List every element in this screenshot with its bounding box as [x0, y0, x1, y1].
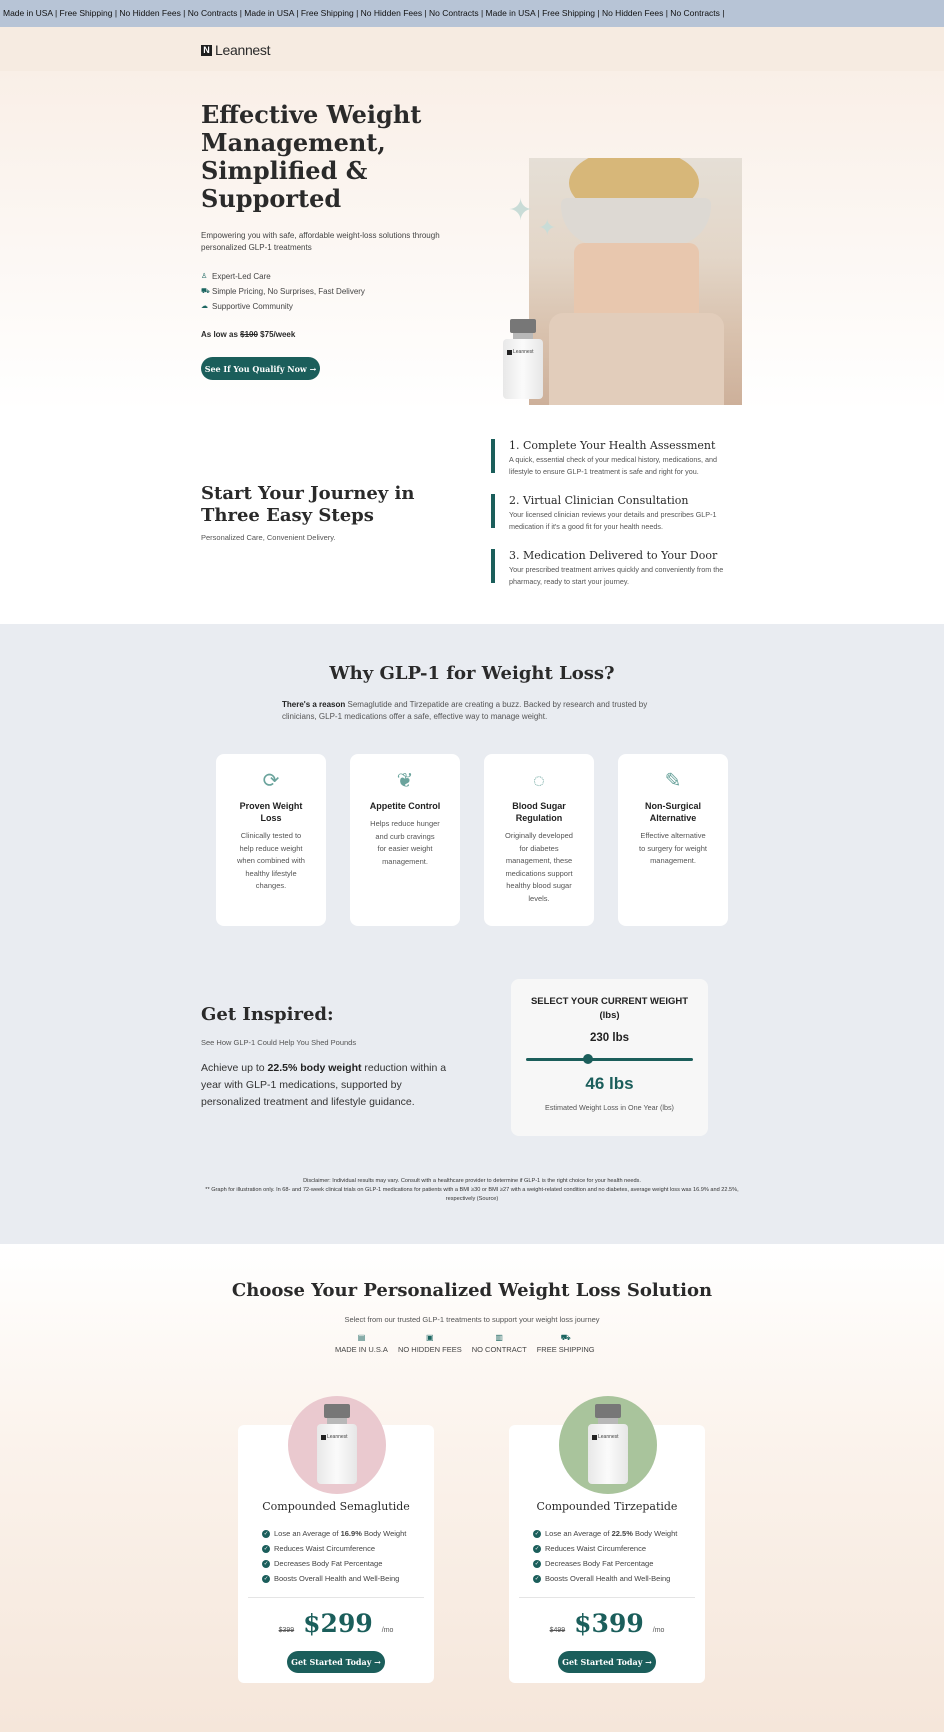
document-icon: ▥ [495, 1333, 503, 1342]
inspired-highlight: 22.5% body weight [267, 1062, 362, 1074]
hero-subtitle: Empowering you with safe, affordable weight-loss solutions through personalized GLP-1 treatments [201, 231, 440, 252]
drop-icon: ◌ [533, 770, 545, 792]
feature-item [201, 299, 365, 314]
check-icon: ✓ [534, 1530, 540, 1537]
price-old: $399 [278, 1627, 295, 1634]
estimated-loss-value: 46 lbs [585, 1074, 634, 1093]
semaglutide-vial-image [288, 1396, 386, 1494]
step-item [491, 494, 741, 531]
weight-calculator [511, 979, 708, 1136]
inspired-subtitle: See How GLP-1 Could Help You Shed Pounds [201, 1038, 357, 1047]
trust-badge [537, 1333, 595, 1354]
hero-section [0, 71, 944, 411]
vial-brand: Leannest [598, 1434, 619, 1440]
feature-text: Reduces Waist Circumference [545, 1544, 647, 1553]
feature-label: Supportive Community [212, 302, 293, 311]
badge-label: NO HIDDEN FEES [397, 1345, 462, 1354]
benefit-card [350, 754, 460, 926]
hero-price [201, 330, 295, 339]
money-icon: ▣ [426, 1333, 434, 1342]
card-desc: Helps reduce hunger and curb cravings for easier weight management. [370, 819, 440, 866]
check-icon: ✓ [534, 1545, 540, 1552]
hero-photo [529, 158, 742, 405]
vial-body [503, 339, 543, 399]
price-period: /mo [381, 1627, 394, 1634]
feature-text [274, 1526, 406, 1541]
vial-body [317, 1424, 357, 1484]
products-subtitle: Select from our trusted GLP-1 treatments to support your weight loss journey [344, 1315, 600, 1324]
product-vial [317, 1404, 357, 1484]
inspired-text [201, 1060, 451, 1111]
feature-text: Decreases Body Fat Percentage [545, 1559, 654, 1568]
check-icon: ✓ [263, 1545, 269, 1552]
check-icon: ✓ [263, 1530, 269, 1537]
product-feature [262, 1526, 406, 1541]
hero-vial-image [503, 319, 543, 399]
product-feature [262, 1571, 406, 1586]
sparkle-icon: ✦ [508, 194, 534, 227]
card-title: Blood Sugar Regulation [512, 801, 566, 823]
badge-label: MADE IN U.S.A [335, 1345, 388, 1354]
brand-logo[interactable] [201, 42, 270, 58]
feature-highlight: 22.5% [611, 1529, 633, 1538]
vial-logo-icon [507, 350, 512, 355]
hero-title: Effective Weight Management, Simplified & Supported [201, 100, 422, 213]
disclaimer-footnote: ** Graph for illustration only. In 68- and 72-week clinical trials on GLP-1 medications for patients with a BMI ≥30 or BMI ≥27 with a weight-related condition and no diabetes, average weight loss was 16.9% and 22.5%, respectively (Source) [205, 1187, 739, 1202]
feature-text-c: Body Weight [632, 1529, 678, 1538]
card-title: Appetite Control [369, 801, 441, 811]
logo-text: Leannest [215, 42, 271, 58]
tirzepatide-vial-image [559, 1396, 657, 1494]
product-feature [533, 1571, 677, 1586]
product-feature [533, 1556, 677, 1571]
step-desc: Your licensed clinician reviews your details and prescribes GLP-1 medication if it's a good fit for your health needs. [509, 510, 717, 531]
vial-cap [324, 1404, 350, 1418]
step-item [491, 439, 741, 476]
vial-body [588, 1424, 628, 1484]
product-price [509, 1609, 705, 1638]
products-section [0, 1244, 944, 1732]
card-desc: Clinically tested to help reduce weight when combined with healthy lifestyle changes. [237, 831, 305, 890]
disclaimer [200, 1177, 744, 1204]
steps-subtitle: Personalized Care, Convenient Delivery. [201, 533, 336, 542]
price-current: $399 [574, 1609, 644, 1638]
why-desc-text: Semaglutide and Tirzepatide are creating a buzz. Backed by research and trusted by clinicians, GLP-1 medications offer a safe, effective way to manage weight. [282, 700, 648, 721]
benefit-card [484, 754, 594, 926]
syringe-icon: ✎ [664, 770, 682, 792]
vial-brand: Leannest [513, 349, 534, 355]
truck-icon: ⛟ [560, 1333, 571, 1342]
vial-label [507, 349, 543, 355]
step-item [491, 549, 741, 586]
slider-thumb[interactable] [583, 1054, 593, 1064]
price-old: $100 [240, 330, 258, 339]
photo-top [561, 198, 711, 246]
feature-text-a: Lose an Average of [274, 1529, 341, 1538]
step-title: 3. Medication Delivered to Your Door [509, 549, 718, 562]
sparkle-icon: ✦ [538, 215, 557, 240]
price-current: $299 [303, 1609, 373, 1638]
product-feature [262, 1541, 406, 1556]
price-period: /mo [652, 1627, 665, 1634]
step-title: 1. Complete Your Health Assessment [509, 439, 716, 452]
card-desc: Originally developed for diabetes management, these medications support healthy blood sugar levels. [505, 831, 573, 903]
price-prefix: As low as [201, 330, 238, 339]
announcement-ticker: Made in USA | Free Shipping | No Hidden Fees | No Contracts | Made in USA | Free Shipping | No Hidden Fees | No Contracts | Made in USA | Free Shipping | No Hidden Fees | No Contracts | [0, 0, 944, 27]
step-desc: A quick, essential check of your medical history, medications, and lifestyle to ensure GLP-1 treatment is safe and right for you. [509, 455, 718, 476]
photo-belly [574, 243, 699, 323]
inspired-text-a: Achieve up to [201, 1062, 268, 1074]
product-name: Compounded Tirzepatide [536, 1500, 678, 1513]
product-feature [533, 1541, 677, 1556]
disclaimer-line: Disclaimer: Individual results may vary. Consult with a healthcare provider to determine if GLP-1 is the right choice for your health needs. [303, 1178, 641, 1184]
care-icon: ♙ [201, 273, 208, 280]
feature-text-a: Lose an Average of [545, 1529, 612, 1538]
apple-icon: ❦ [396, 770, 414, 792]
benefit-card [216, 754, 326, 926]
feature-text-c: Body Weight [361, 1529, 407, 1538]
current-weight-value: 230 lbs [590, 1032, 629, 1044]
get-started-button[interactable]: Get Started Today → [287, 1651, 385, 1673]
steps-title: Start Your Journey in Three Easy Steps [201, 483, 415, 526]
product-name: Compounded Semaglutide [262, 1500, 410, 1513]
product-feature [533, 1526, 677, 1541]
qualify-button[interactable]: See If You Qualify Now → [201, 357, 320, 380]
check-icon: ✓ [263, 1575, 269, 1582]
price-new: $75/week [260, 330, 296, 339]
why-description [282, 699, 662, 723]
feature-label: Expert-Led Care [212, 272, 271, 281]
card-desc: Effective alternative to surgery for weight management. [639, 831, 707, 865]
site-header [0, 27, 944, 71]
trust-badge [398, 1333, 462, 1354]
why-lead: There's a reason [282, 700, 346, 709]
step-desc: Your prescribed treatment arrives quickly and conveniently from the pharmacy, ready to start your journey. [509, 565, 724, 586]
why-glp1-section [0, 624, 944, 1244]
badge-label: NO CONTRACT [471, 1345, 527, 1354]
scale-icon: ⟳ [262, 770, 280, 792]
product-feature [262, 1556, 406, 1571]
vial-logo-icon [592, 1435, 597, 1440]
feature-item [201, 269, 365, 284]
why-title: Why GLP-1 for Weight Loss? [329, 663, 615, 684]
inspired-title: Get Inspired: [201, 1004, 334, 1025]
photo-pants [549, 313, 724, 405]
feature-text [545, 1526, 677, 1541]
card-title: Proven Weight Loss [239, 801, 303, 823]
hero-feature-list [201, 269, 365, 314]
flag-icon: ▤ [357, 1333, 366, 1342]
check-icon: ✓ [534, 1575, 540, 1582]
calculator-note: Estimated Weight Loss in One Year (lbs) [545, 1103, 674, 1112]
divider [248, 1597, 424, 1598]
delivery-icon: ⛟ [201, 288, 210, 295]
feature-highlight: 16.9% [340, 1529, 362, 1538]
inspired-text-c: reduction within a year with GLP-1 medications, supported by personalized treatment and lifestyle guidance. [201, 1062, 447, 1108]
product-features [262, 1526, 406, 1586]
weight-slider[interactable] [526, 1054, 693, 1064]
feature-text: Reduces Waist Circumference [274, 1544, 376, 1553]
feature-text: Decreases Body Fat Percentage [274, 1559, 383, 1568]
community-icon: ☁ [201, 303, 208, 310]
product-price [238, 1609, 434, 1638]
divider [519, 1597, 695, 1598]
vial-cap [595, 1404, 621, 1418]
price-old: $499 [549, 1627, 566, 1634]
vial-cap [510, 319, 536, 333]
feature-item [201, 284, 365, 299]
slider-track[interactable] [526, 1058, 693, 1061]
benefit-card [618, 754, 728, 926]
calculator-title: SELECT YOUR CURRENT WEIGHT (lbs) [530, 996, 689, 1021]
vial-label [592, 1434, 628, 1440]
vial-label [321, 1434, 357, 1440]
card-title: Non-Surgical Alternative [644, 801, 701, 823]
step-title: 2. Virtual Clinician Consultation [509, 494, 689, 507]
product-vial [588, 1404, 628, 1484]
feature-label: Simple Pricing, No Surprises, Fast Delivery [212, 287, 365, 296]
check-icon: ✓ [263, 1560, 269, 1567]
logo-mark-icon: N [201, 45, 212, 56]
badge-label: FREE SHIPPING [536, 1345, 595, 1354]
vial-brand: Leannest [327, 1434, 348, 1440]
feature-text: Boosts Overall Health and Well-Being [545, 1574, 671, 1583]
feature-text: Boosts Overall Health and Well-Being [274, 1574, 400, 1583]
check-icon: ✓ [534, 1560, 540, 1567]
trust-badges [335, 1333, 595, 1354]
vial-logo-icon [321, 1435, 326, 1440]
get-started-button[interactable]: Get Started Today → [558, 1651, 656, 1673]
products-title: Choose Your Personalized Weight Loss Solution [231, 1280, 713, 1301]
trust-badge [335, 1333, 388, 1354]
trust-badge [472, 1333, 527, 1354]
product-features [533, 1526, 677, 1586]
